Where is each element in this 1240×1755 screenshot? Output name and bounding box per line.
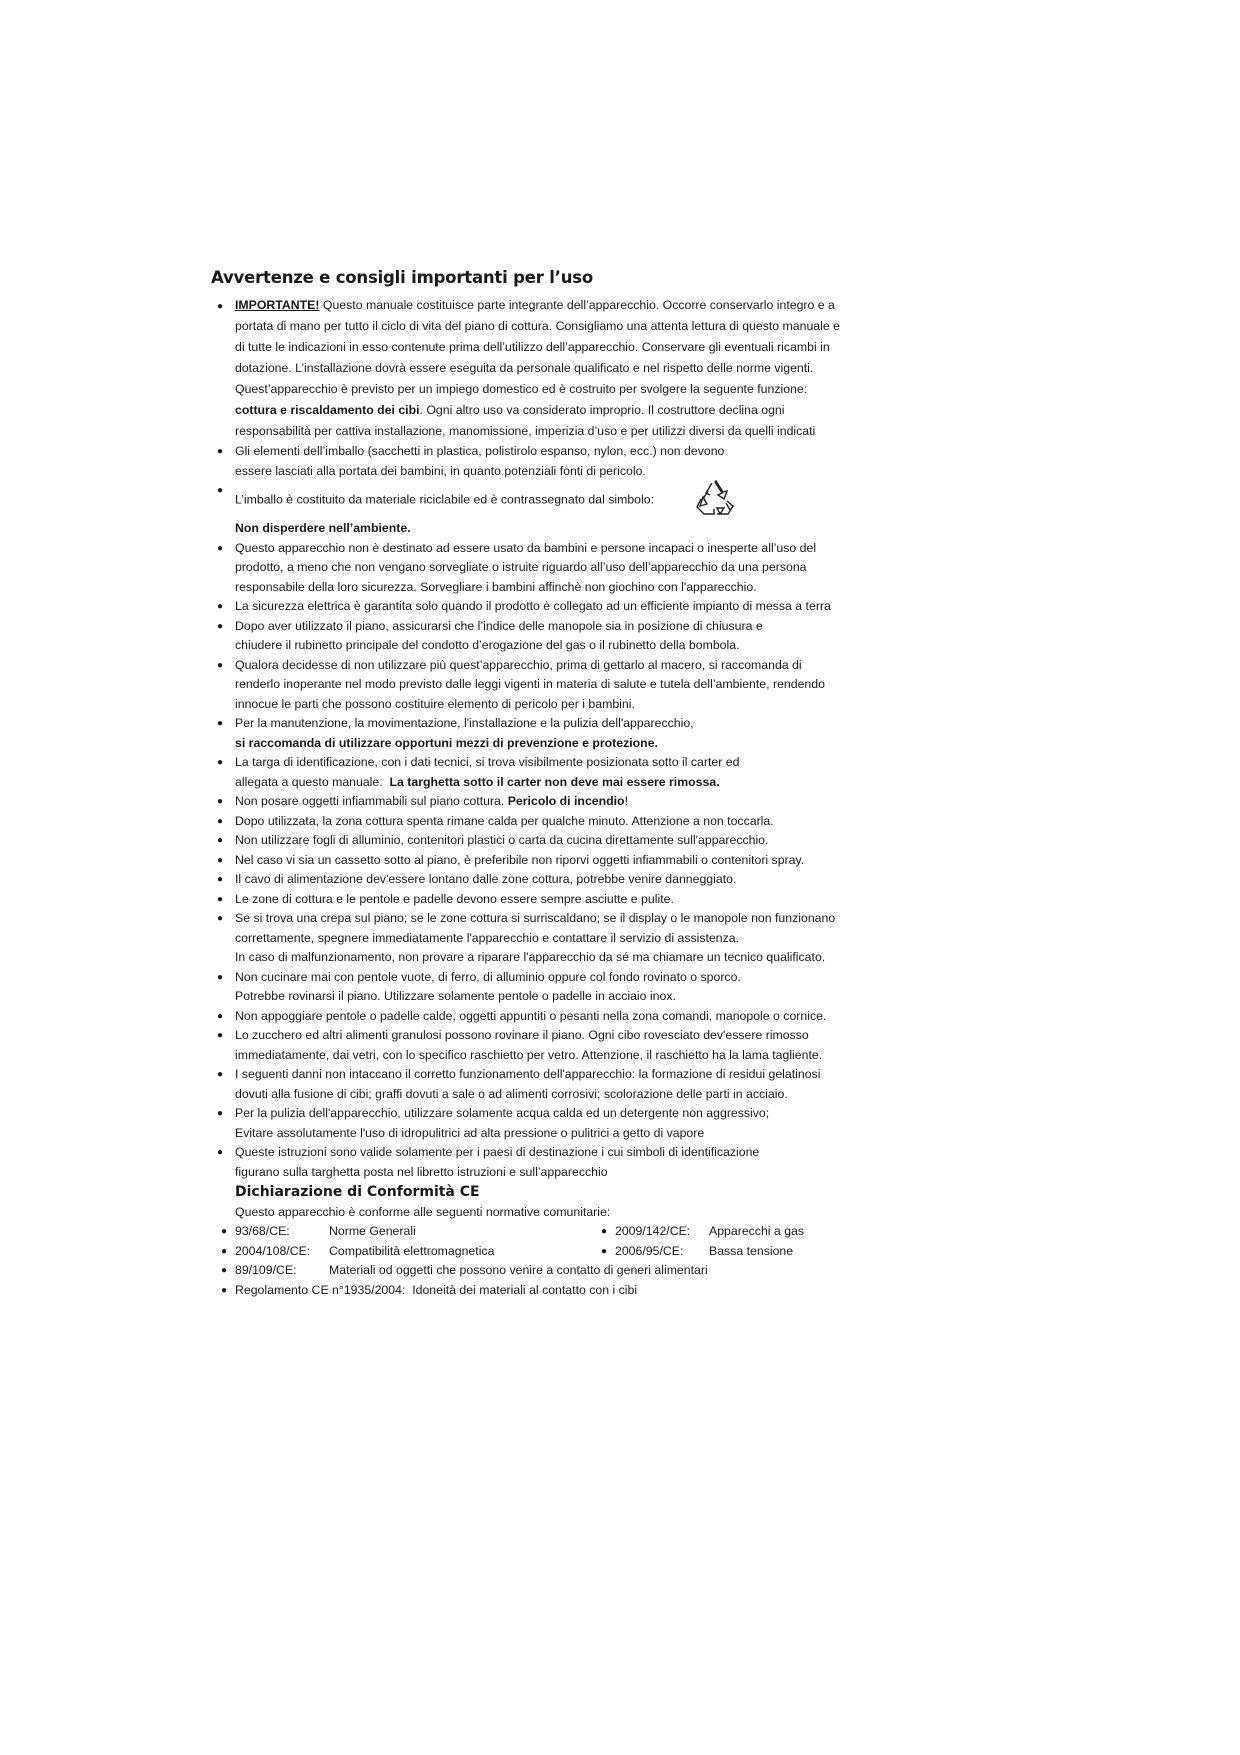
declaration-title: Dichiarazione di Conformità CE xyxy=(235,1184,480,1200)
bullet-icon: ● xyxy=(221,1284,228,1296)
list-item: ● Le zone di cottura e le pentole e padelle devono essere sempre asciutte e pulite. xyxy=(211,890,891,910)
list-item: ● IMPORTANTE! Questo manuale costituisce parte integrante dell’apparecchio. Occorre conservarlo integro e a portata di mano per tutto il ciclo di vita del piano di cottura. Consigliamo una attenta lettura di questo manuale e di tutte le indicazioni in esso contenute prima dell’utilizzo dell’apparecchio. Conservare gli eventuali ricambi in dotazione. L’installazione dovrà essere eseguita da personale qualificato e nel rispetto delle norme vigenti. Quest’apparecchio è previsto per un impiego domestico ed è costruito per svolgere la seguente funzione: cottura e riscaldamento dei cibi. Ogni altro uso va considerato improprio. Il costruttore declina ogni responsabilità per cattiva installazione, manomissione, imperizia d’uso e per utilizzi diversi da quelli indicati xyxy=(211,295,891,442)
list-item: ● La sicurezza elettrica è garantita solo quando il prodotto è collegato ad un efficiente impianto di messa a terra xyxy=(211,597,891,617)
list-item: ● Non cucinare mai con pentole vuote, di ferro, di alluminio oppure col fondo rovinato o sporco. Potrebbe rovinarsi il piano. Utilizzare solamente pentole o padelle in acciaio inox. xyxy=(211,968,891,1007)
list-item: ● Lo zucchero ed altri alimenti granulosi possono rovinare il piano. Ogni cibo rovesciato dev'essere rimosso immediatamente, dai vetri, con lo specifico raschietto per vetro. Attenzione, il raschietto ha la lama tagliente. xyxy=(211,1026,891,1065)
list-item: ● Per la pulizia dell'apparecchio, utilizzare solamente acqua calda ed un detergente non aggressivo; Evitare assolutamente l'uso di idropulitrici ad alta pressione o pulitrici a getto di vapore xyxy=(211,1104,891,1143)
declaration-intro: Questo apparecchio è conforme alle seguenti normative comunitarie: xyxy=(235,1205,611,1219)
list-item: ● Gli elementi dell’imballo (sacchetti in plastica, polistirolo espanso, nylon, ecc.) non devono essere lasciati alla portata dei bambini, in quanto potenziali fonti di pericolo. xyxy=(211,442,891,481)
list-item: ● Queste istruzioni sono valide solamente per i paesi di destinazione i cui simboli di identificazione figurano sulla targhetta posta nel libretto istruzioni e sull’apparecchio xyxy=(211,1143,891,1182)
bullet-icon: ● xyxy=(221,1265,228,1276)
bullet-icon: ● xyxy=(601,1226,608,1237)
list-item: ● L’imballo è costituito da materiale riciclabile ed è contrassegnato dal simbolo: Non disperdere nell’ambiente. xyxy=(211,481,891,539)
list-item: ● Dopo aver utilizzato il piano, assicurarsi che l’indice delle manopole sia in posizione di chiusura e chiudere il rubinetto principale del condotto d’erogazione del gas o il rubinetto della bombola. xyxy=(211,617,891,656)
recycle-icon xyxy=(694,479,736,517)
list-item: ● Non posare oggetti infiammabili sul piano cottura. Pericolo di incendio! xyxy=(211,792,891,812)
list-item: ● Non utilizzare fogli di alluminio, contenitori plastici o carta da cucina direttamente sull'apparecchio. xyxy=(211,831,891,851)
page-title: Avvertenze e consigli importanti per l’uso xyxy=(211,268,594,287)
bullet-icon: ● xyxy=(601,1245,608,1257)
list-item: ● Questo apparecchio non è destinato ad essere usato da bambini e persone incapaci o inesperte all’uso del prodotto, a meno che non vengano sorvegliate o istruite riguardo all’uso dell’apparecchio da una persona responsabile della loro sicurezza. Sorvegliare i bambini affinchè non giochino con l'apparecchio. xyxy=(211,539,891,598)
list-item: ● La targa di identificazione, con i dati tecnici, si trova visibilmente posizionata sotto il carter ed allegata a questo manuale. La targhetta sotto il carter non deve mai essere rimossa. xyxy=(211,753,891,792)
bullet-icon: ● xyxy=(221,1245,228,1257)
list-item: ● Nel caso vi sia un cassetto sotto al piano, è preferibile non riporvi oggetti infiammabili o contenitori spray. xyxy=(211,851,891,871)
list-item: ● Dopo utilizzata, la zona cottura spenta rimane calda per qualche minuto. Attenzione a non toccarla. xyxy=(211,812,891,832)
list-item: ● Non appoggiare pentole o padelle calde, oggetti appuntiti o pesanti nella zona comandi, manopole o cornice. xyxy=(211,1007,891,1027)
list-item: ● Il cavo di alimentazione dev'essere lontano dalle zone cottura, potrebbe venire danneggiato. xyxy=(211,870,891,890)
warnings-list xyxy=(211,295,891,1182)
bullet-icon: ● xyxy=(221,1226,228,1237)
list-item: ● Se si trova una crepa sul piano; se le zone cottura si surriscaldano; se il display o le manopole non funzionano correttamente, spegnere immediatamente l'apparecchio e contattare il servizio di assistenza. In caso di malfunzionamento, non provare a riparare l'apparecchio da sé ma chiamare un tecnico qualificato. xyxy=(211,909,891,968)
important-label: IMPORTANTE! xyxy=(235,298,320,312)
manual-page: Avvertenze e consigli importanti per l’uso ● IMPORTANTE! Questo manuale costituisce parte integrante dell’apparecchio. Occorre conservarlo integro e a portata di mano per tutto il ciclo di vita del piano di cottura. Consigliamo una attenta lettura di questo manuale e di tutte le indicazioni in esso contenute prima dell’utilizzo dell’apparecchio. Conservare gli eventuali ricambi in dotazione. L’installazione dovrà essere eseguita da personale qualificato e nel rispetto delle norme vigenti. Quest’apparecchio è previsto per un impiego domestico ed è costruito per svolgere la seguente funzione: cottura e riscaldamento dei cibi. Ogni altro uso va considerato improprio. Il costruttore declina ogni responsabilità per cattiva installazione, manomissione, imperizia d’uso e per utilizzi diversi da quelli indicati ● Gli elementi dell’imballo (sacchetti in plastica, polistirolo espanso, nylon, ecc.) non devono essere lasciati alla portata dei bambini, in quanto potenziali fonti di pericolo. ● L’imballo è costituito da materiale riciclabile ed è contrassegnato dal simbolo: Non disperdere nell’ambiente. ● Questo apparecchio non è destinato ad essere usato da bambini e persone incapaci o inesperte all’uso del prodotto, a meno che non vengano sorvegliate o istruite riguardo all’uso dell’apparecchio da una persona responsabile della loro sicurezza. Sorvegliare i bambini affinchè non giochino con l'apparecchio. ● La sicurezza elettrica è garantita solo quando il prodotto è collegato ad un efficiente impianto di messa a terra ● Dopo aver utilizzato il piano, assicurarsi che l’indice delle manopole sia in posizione di chiusura e chiudere il rubinetto principale del condotto d’erogazione del gas o il rubinetto della bombola. ● Qualora decidesse di non utilizzare più quest’apparecchio, prima di gettarlo al macero, si raccomanda di renderlo inoperante nel modo previsto dalle leggi vigenti in materia di salute e tutela dell’ambiente, rendendo innocue le parti che possono costituire elemento di pericolo per i bambini. ● Per la manutenzione, la movimentazione, l'installazione e la pulizia dell'apparecchio, si raccomanda di utilizzare opportuni mezzi di prevenzione e protezione. ● La targa di identificazione, con i dati tecnici, si trova visibilmente posizionata sotto il carter ed allegata a questo manuale. La targhetta sotto il carter non deve mai essere rimossa. ● Non posare oggetti infiammabili sul piano cottura. Pericolo di incendio! ● Dopo utilizzata, la zona cottura spenta rimane calda per qualche minuto. Attenzione a non toccarla. ● Non utilizzare fogli di alluminio, contenitori plastici o carta da cucina direttamente sull'apparecchio. ● Nel caso vi sia un cassetto sotto al piano, è preferibile non riporvi oggetti infiammabili o contenitori spray. ● Il cavo di alimentazione dev'essere lontano dalle zone cottura, potrebbe venire danneggiato. ● Le zone di cottura e le pentole e padelle devono essere sempre asciutte e pulite. ● Se si trova una crepa sul piano; se le zone cottura si surriscaldano; se il display o le manopole non funzionano correttamente, spegnere immediatamente l'apparecchio e contattare il servizio di assistenza. In caso di malfunzionamento, non provare a riparare l'apparecchio da sé ma chiamare un tecnico qualificato. ● Non cucinare mai con pentole vuote, di ferro, di alluminio oppure col fondo rovinato o sporco. Potrebbe rovinarsi il piano. Utilizzare solamente pentole o padelle in acciaio inox. ● Non appoggiare pentole o padelle calde, oggetti appuntiti o pesanti nella zona comandi, manopole o cornice. ● Lo zucchero ed altri alimenti granulosi possono rovinare il piano. Ogni cibo rovesciato dev'essere rimosso immediatamente, dai vetri, con lo specifico raschietto per vetro. Attenzione, il raschietto ha la lama tagliente. ● I seguenti danni non intaccano il corretto funzionamento dell'apparecchio: la formazione di residui gelatinosi dovuti alla fusione di cibi; graffi dovuti a sale o ad alimenti corrosivi; scolorazione delle parti in acciaio. ● Per la pulizia dell'apparecchio, utilizzare solamente acqua calda ed un detergente non aggressivo; Evitare assolutamente l'uso di idropulitrici ad alta pressione o pulitrici a getto di vapore ● Queste istruzioni sono valide solamente per i paesi di destinazione i cui simboli di identificazione figurano sulla targhetta posta nel libretto istruzioni e sull’apparecchio Dichiarazione di Conformità CE Questo apparecchio è conforme alle seguenti normative comunitarie: ● 93/68/CE: Norme Generali ● 2009/142/CE: Apparecchi a gas ● 2004/108/CE: Compatibilità elettromagnetica ● 2006/95/CE: Bassa tensione ● 89/109/CE: Materiali od oggetti che possono venire a contatto di generi alimentari ● Regolamento CE n°1935/2004: Idoneità dei materiali al contatto con i cibi xyxy=(0,0,1100,1556)
list-item: ● Qualora decidesse di non utilizzare più quest’apparecchio, prima di gettarlo al macero, si raccomanda di renderlo inoperante nel modo previsto dalle leggi vigenti in materia di salute e tutela dell’ambiente, rendendo innocue le parti che possono costituire elemento di pericolo per i bambini. xyxy=(211,656,891,715)
list-item: ● Per la manutenzione, la movimentazione, l'installazione e la pulizia dell'apparecchio, si raccomanda di utilizzare opportuni mezzi di prevenzione e protezione. xyxy=(211,714,891,753)
list-item: ● I seguenti danni non intaccano il corretto funzionamento dell'apparecchio: la formazione di residui gelatinosi dovuti alla fusione di cibi; graffi dovuti a sale o ad alimenti corrosivi; scolorazione delle parti in acciaio. xyxy=(211,1065,891,1104)
